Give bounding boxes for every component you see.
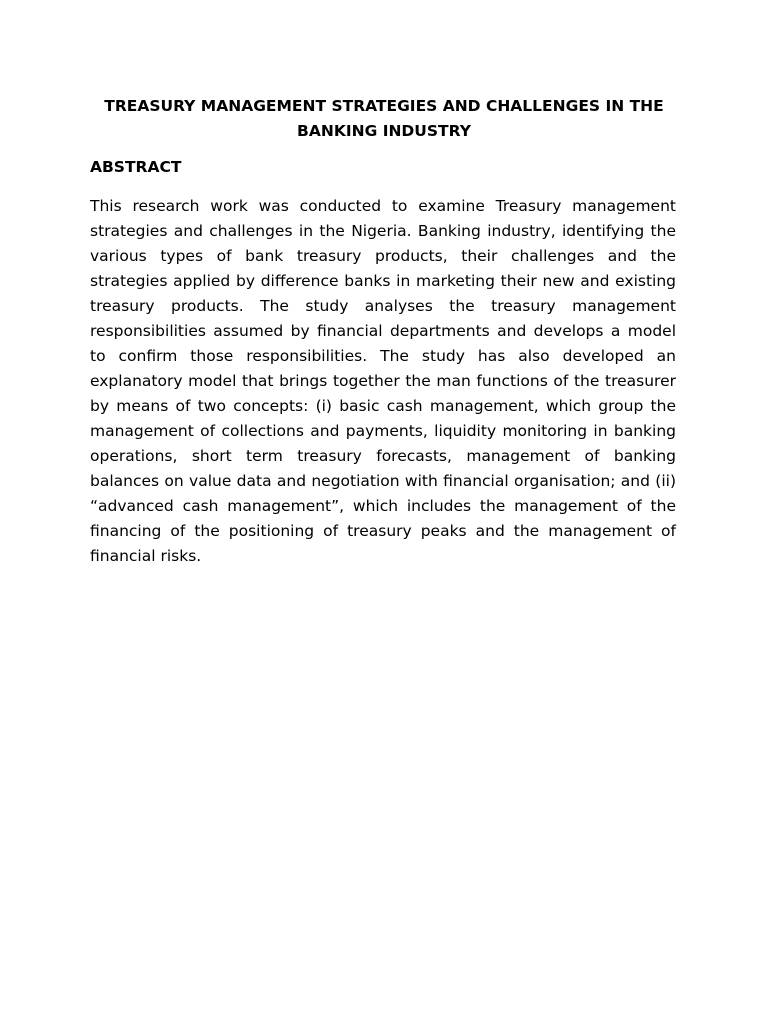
abstract-paragraph: This research work was conducted to examine Treasury management strategies and challenges in the Nigeria. Banking industry, identifying the various types of bank treasury products, their challenges and the strategies applied by difference banks in marketing their new and existing treasury products. The study analyses the treasury management responsibilities assumed by financial departments and develops a model to confirm those responsibilities. The study has also developed an explanatory model that brings together the man functions of the treasurer by means of two concepts: (i) basic cash management, which group the management of collections and payments, liquidity monitoring in banking operations, short term treasury forecasts, management of banking balances on value data and negotiation with financial organisation; and (ii) “advanced cash management”, which includes the management of the financing of the positioning of treasury peaks and the management of financial risks. — [90, 197, 676, 565]
abstract-heading: ABSTRACT — [90, 158, 182, 176]
document-title: TREASURY MANAGEMENT STRATEGIES AND CHALLENGES IN THE BANKING INDUSTRY — [104, 97, 664, 140]
